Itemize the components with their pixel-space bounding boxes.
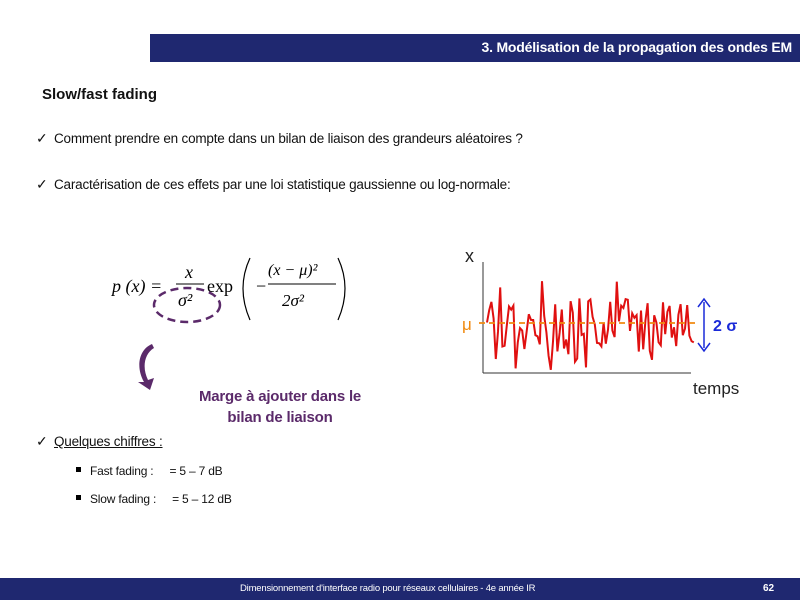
formula-exp: exp xyxy=(207,276,233,296)
formula-numerator: x xyxy=(185,262,193,282)
formula-inner-denominator: 2σ² xyxy=(282,291,304,310)
slow-fading-value: = 5 – 12 dB xyxy=(172,492,232,506)
bullet-2-text: Caractérisation de ces effets par une loi statistique gaussienne ou log-normale: xyxy=(54,177,511,192)
x-axis-label: temps xyxy=(693,379,740,398)
bullet-2 xyxy=(36,176,511,193)
header-title: 3. Modélisation de la propagation des ondes EM xyxy=(481,39,792,55)
denominator-highlight xyxy=(150,284,225,328)
formula-inner-numerator: (x − μ)² xyxy=(268,262,318,279)
chiffres-label: Quelques chiffres : xyxy=(54,434,163,449)
slow-fading-label: Slow fading : xyxy=(90,492,157,506)
fading-signal xyxy=(487,281,694,370)
y-axis-label: x xyxy=(465,246,474,266)
square-bullet-icon xyxy=(76,495,81,500)
bullet-1-text: Comment prendre en compte dans un bilan de liaison des grandeurs aléatoires ? xyxy=(54,131,523,146)
formula-lhs: p (x) = xyxy=(112,276,163,296)
square-bullet-icon xyxy=(76,467,81,472)
subbullet-fast-fading xyxy=(76,464,222,478)
header-bar xyxy=(150,34,800,62)
checkmark-icon: ✓ xyxy=(36,130,48,146)
margin-annotation xyxy=(160,386,400,428)
checkmark-icon: ✓ xyxy=(36,176,48,192)
bullet-1 xyxy=(36,130,523,147)
fading-figure xyxy=(455,240,755,405)
gaussian-formula xyxy=(100,248,360,330)
bullet-3 xyxy=(36,433,163,450)
footer-text: Dimensionnement d'interface radio pour réseaux cellulaires - 4e année IR xyxy=(240,583,536,594)
spread-label: 2 σ xyxy=(713,318,738,335)
margin-annotation-line2: bilan de liaison xyxy=(227,409,333,426)
mean-label: μ xyxy=(462,315,472,334)
curved-arrow-icon xyxy=(130,340,160,392)
footer-bar xyxy=(0,578,800,600)
formula-minus: − xyxy=(256,276,267,296)
checkmark-icon: ✓ xyxy=(36,433,48,449)
fast-fading-label: Fast fading : xyxy=(90,464,154,478)
fast-fading-value: = 5 – 7 dB xyxy=(169,464,223,478)
margin-annotation-line1: Marge à ajouter dans le xyxy=(198,388,362,405)
formula-denominator: σ² xyxy=(178,290,193,310)
subbullet-slow-fading xyxy=(76,492,232,506)
page-number: 62 xyxy=(763,583,775,594)
slide-title: Slow/fast fading xyxy=(42,86,158,103)
